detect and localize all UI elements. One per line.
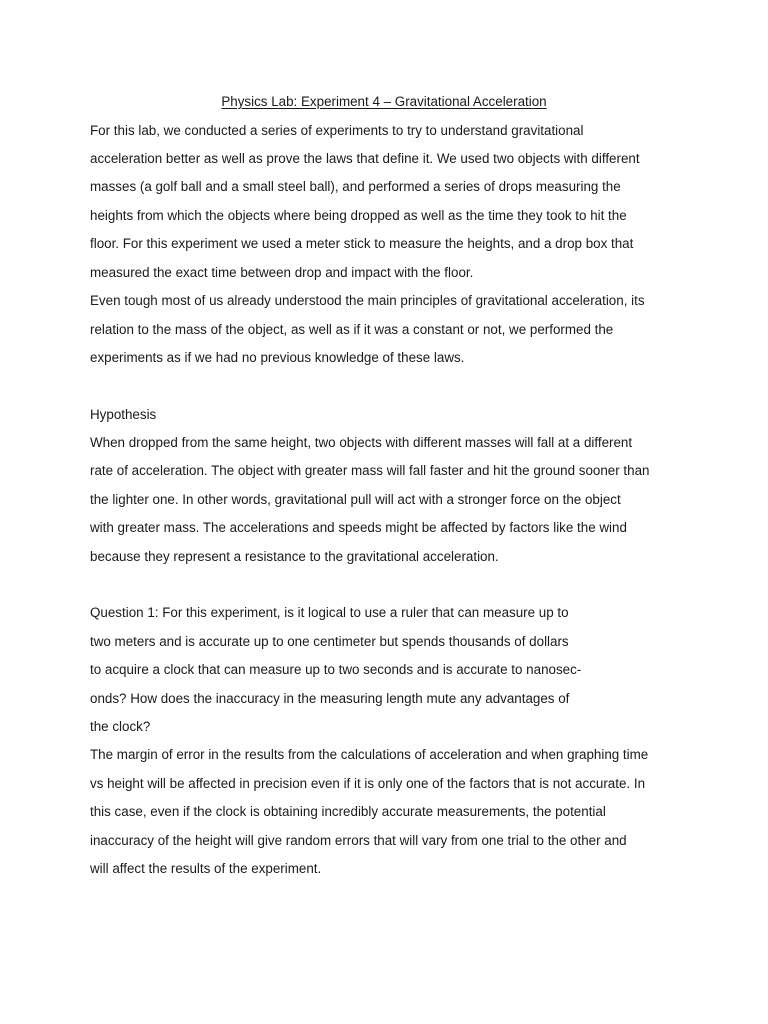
hypothesis-heading: Hypothesis bbox=[90, 407, 157, 422]
hypothesis-line: with greater mass. The accelerations and speeds might be affected by factors like the wind bbox=[90, 520, 627, 535]
hypothesis-line: the lighter one. In other words, gravitational pull will act with a stronger force on the object bbox=[90, 492, 621, 507]
answer-line: will affect the results of the experiment. bbox=[90, 861, 322, 876]
intro-line: masses (a golf ball and a small steel ball), and performed a series of drops measuring the bbox=[90, 179, 621, 194]
hypothesis-line: When dropped from the same height, two objects with different masses will fall at a different bbox=[90, 435, 633, 450]
hypothesis-line: because they represent a resistance to the gravitational acceleration. bbox=[90, 549, 499, 564]
question-line: to acquire a clock that can measure up to two seconds and is accurate to nanosec- bbox=[90, 662, 582, 677]
answer-line: The margin of error in the results from the calculations of acceleration and when graphing time bbox=[90, 747, 649, 762]
answer-line: this case, even if the clock is obtaining incredibly accurate measurements, the potential bbox=[90, 804, 606, 819]
intro-line: For this lab, we conducted a series of experiments to try to understand gravitational bbox=[90, 123, 584, 138]
intro-line: measured the exact time between drop and impact with the floor. bbox=[90, 265, 474, 280]
intro-line: floor. For this experiment we used a meter stick to measure the heights, and a drop box that bbox=[90, 236, 634, 251]
intro-line: Even tough most of us already understood the main principles of gravitational acceleration, its bbox=[90, 293, 645, 308]
document-title: Physics Lab: Experiment 4 – Gravitational Acceleration bbox=[221, 94, 547, 109]
intro-line: experiments as if we had no previous knowledge of these laws. bbox=[90, 350, 465, 365]
question-line: Question 1: For this experiment, is it logical to use a ruler that can measure up to bbox=[90, 605, 569, 620]
hypothesis-line: rate of acceleration. The object with greater mass will fall faster and hit the ground sooner than bbox=[90, 463, 650, 478]
question-line: onds? How does the inaccuracy in the measuring length mute any advantages of bbox=[90, 691, 570, 706]
intro-line: heights from which the objects where being dropped as well as the time they took to hit the bbox=[90, 208, 627, 223]
question-line: the clock? bbox=[90, 719, 151, 734]
question-line: two meters and is accurate up to one centimeter but spends thousands of dollars bbox=[90, 634, 569, 649]
intro-line: relation to the mass of the object, as well as if it was a constant or not, we performed the bbox=[90, 322, 614, 337]
intro-line: acceleration better as well as prove the laws that define it. We used two objects with different bbox=[90, 151, 640, 166]
answer-line: inaccuracy of the height will give random errors that will vary from one trial to the other and bbox=[90, 833, 627, 848]
answer-line: vs height will be affected in precision even if it is only one of the factors that is not accurate. In bbox=[90, 776, 646, 791]
